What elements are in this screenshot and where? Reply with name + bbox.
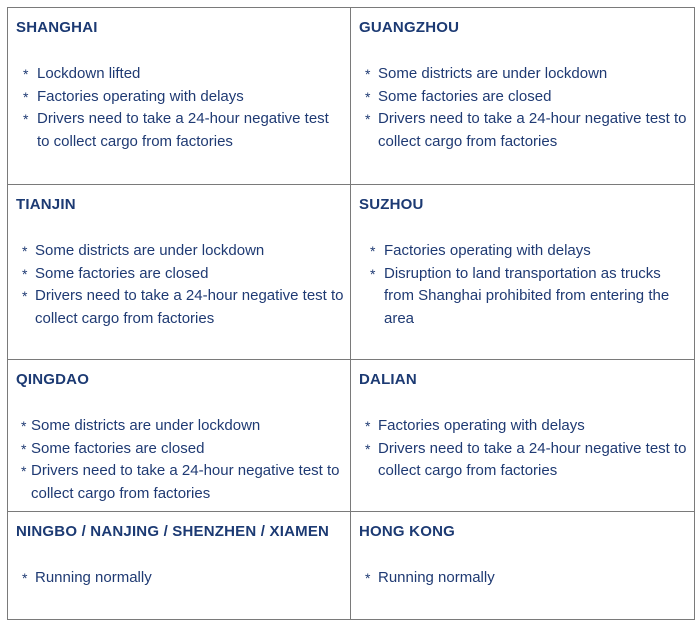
status-list (8, 63, 350, 153)
list-item: * Some districts are under lockdown (8, 415, 344, 438)
status-list (351, 63, 694, 153)
city-title: SUZHOU (359, 196, 424, 213)
city-cell-shanghai (8, 8, 351, 185)
list-item: * Drivers need to take a 24-hour negative test to collect cargo from factories (8, 108, 344, 153)
city-title: DALIAN (359, 371, 417, 388)
list-item: * Running normally (8, 567, 344, 590)
city-cell-ningbo-nanjing-shenzhen-xiamen (8, 512, 351, 620)
status-list (8, 415, 350, 505)
city-status-table (7, 7, 695, 620)
list-item: * Some factories are closed (8, 263, 344, 286)
status-list (8, 567, 350, 590)
list-item: * Lockdown lifted (8, 63, 344, 86)
city-title: QINGDAO (16, 371, 90, 388)
city-cell-suzhou (351, 185, 695, 360)
city-title: SHANGHAI (16, 19, 98, 36)
list-item: * Some factories are closed (351, 86, 688, 109)
list-item: * Drivers need to take a 24-hour negative test to collect cargo from factories (351, 438, 688, 483)
table-row (8, 185, 695, 360)
table-row (8, 512, 695, 620)
table-row (8, 360, 695, 512)
list-item: * Drivers need to take a 24-hour negative test to collect cargo from factories (8, 460, 344, 505)
city-title: NINGBO / NANJING / SHENZHEN / XIAMEN (16, 523, 330, 540)
status-list (351, 567, 694, 590)
table-row (8, 8, 695, 185)
list-item: * Some factories are closed (8, 438, 344, 461)
list-item: * Factories operating with delays (351, 240, 688, 263)
status-list (351, 415, 694, 483)
list-item: * Drivers need to take a 24-hour negative test to collect cargo from factories (351, 108, 688, 153)
city-title: TIANJIN (16, 196, 76, 213)
status-list (8, 240, 350, 330)
list-item: * Some districts are under lockdown (8, 240, 344, 263)
city-cell-qingdao (8, 360, 351, 512)
city-cell-guangzhou (351, 8, 695, 185)
city-cell-hong-kong (351, 512, 695, 620)
list-item: * Factories operating with delays (8, 86, 344, 109)
list-item: * Some districts are under lockdown (351, 63, 688, 86)
city-cell-tianjin (8, 185, 351, 360)
list-item: * Running normally (351, 567, 688, 590)
status-list (351, 240, 694, 330)
city-title: GUANGZHOU (359, 19, 460, 36)
city-title: HONG KONG (359, 523, 455, 540)
list-item: * Drivers need to take a 24-hour negative test to collect cargo from factories (8, 285, 344, 330)
city-cell-dalian (351, 360, 695, 512)
list-item: * Disruption to land transportation as trucks from Shanghai prohibited from entering the area (351, 263, 688, 331)
list-item: * Factories operating with delays (351, 415, 688, 438)
